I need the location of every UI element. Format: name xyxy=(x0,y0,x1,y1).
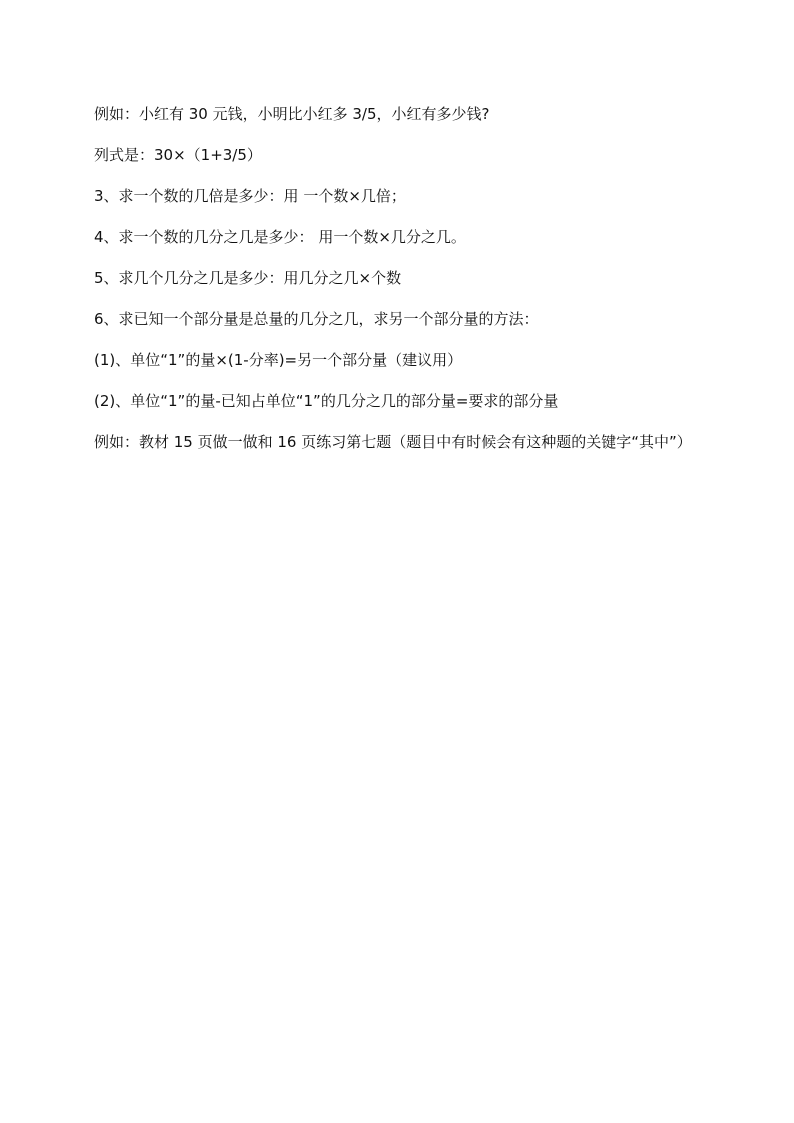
rule-3-line: 3、求一个数的几倍是多少：用 一个数×几倍； xyxy=(94,187,406,205)
example-line: 例如：小红有 30 元钱，小明比小红多 3/5，小红有多少钱? xyxy=(94,105,490,123)
formula-line: 列式是：30×（1+3/5） xyxy=(94,146,262,164)
rule-6-line: 6、求已知一个部分量是总量的几分之几，求另一个部分量的方法： xyxy=(94,310,539,328)
rule-4-line: 4、求一个数的几分之几是多少： 用一个数×几分之几。 xyxy=(94,228,466,246)
textbook-example-line: 例如：教材 15 页做一做和 16 页练习第七题（题目中有时候会有这种题的关键字“其中”） xyxy=(94,433,692,451)
method-1-line: (1)、单位“1”的量×(1-分率)=另一个部分量（建议用） xyxy=(94,351,463,369)
document-body xyxy=(94,104,714,484)
method-2-line: (2)、单位“1”的量-已知占单位“1”的几分之几的部分量=要求的部分量 xyxy=(94,392,559,410)
rule-5-line: 5、求几个几分之几是多少：用几分之几×个数 xyxy=(94,269,402,287)
